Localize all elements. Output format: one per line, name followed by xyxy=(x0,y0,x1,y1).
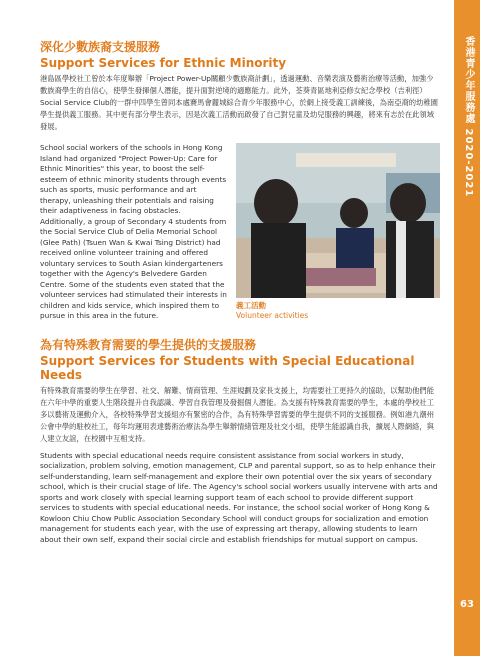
photo-caption-en: Volunteer activities xyxy=(236,311,309,320)
sidebar-band xyxy=(454,0,480,656)
page-number: 63 xyxy=(460,599,474,610)
section1-title-zh: 深化少數族裔支援服務 xyxy=(40,40,161,54)
section1-title-en: Support Services for Ethnic Minority xyxy=(40,56,287,70)
photo-caption-zh: 義工活動 xyxy=(236,301,266,310)
section1-body-zh: 港島區學校社工曾於本年度舉辦「Project Power-Up關顧少數族裔計劃」，透過運動、音樂表演及藝術治療等活動，加強少數族裔學生的自信心，使學生發揮個人潛能，提升面對逆境的適應能力。此外，荃葵青區地利亞修女紀念學校（吉利徑）Social Service Club的一群中四學生曾同本處賽馬會麗城綜合青少年服務中心，於網上接受義工訓練後，為南亞裔的幼稚園學生提供義工服務。其中更有部分學生表示，因是次義工活動而啟發了自己對兒童及幼兒服務的興趣，將來有志於在此領域發展。 xyxy=(40,74,438,131)
volunteer-photo xyxy=(236,143,440,298)
page-number-box xyxy=(454,594,480,616)
sidebar-label: 香港青少年服務處 2020-2021 xyxy=(463,36,474,198)
section1-text-column xyxy=(40,143,228,322)
section2 xyxy=(40,336,440,546)
section1-row xyxy=(40,143,440,322)
section2-body-zh: 有特殊教育需要的學生在學習、社交、解難、情商管理、生涯規劃及家長支援上，均需要社工更持久的協助，以幫助他們能在六年中學的重要人生階段提升自我認識、學習自我管理及發掘個人潛能。為支援有特殊教育需要的學生，本處的學校社工多以藝術及運動介入，各校特殊學習支援組亦有緊密的合作，為有特殊學習需要的學生提供不同的支援服務。例如港九潮州公會中學的駐校社工，每年均運用表達藝術治療法為學生舉辦情緒管理及社交小組，使學生能認識自我，擴展人際網絡，與人建立友誼，在校園中互相支持。 xyxy=(40,385,435,443)
volunteer-photo-illustration xyxy=(236,143,440,298)
section2-title-en: Support Services for Students with Special Educational Needs xyxy=(40,353,415,382)
page-content xyxy=(40,38,440,545)
section2-title-zh: 為有特殊教育需要的學生提供的支援服務 xyxy=(40,337,257,352)
section2-body-en: Students with special educational needs require consistent assistance from social workers in study, socialization, problem solving, emotion management, CLP and parental support, so as to help enhance their self-understanding, learn self-management and explore their own potential over the six years of secondary school, which is their crucial stage of life. The Agency's school social workers usually intervene with arts and sports and work closely with special learning support team of each school to provide different support services to students with special educational needs. For instance, the school social worker of Hong Kong & Kowloon Chiu Chow Public Association Secondary School will conduct groups for socialization and emotion management for students each year, with the use of expressing art therapy, allowing students to learn about their own self, expand their social circle and establish friendships for mutual support on campus. xyxy=(40,450,438,544)
section1-body-en: School social workers of the schools in Hong Kong Island had organized "Project Power-Up: Care for Ethnic Minorities" this year, to boost the self-esteem of ethnic minority students through events such as sports, music performance and art therapy, unleashing their potentials and raising their adaptiveness in facing obstacles. Additionally, a group of Secondary 4 students from the Social Service Club of Delia Memorial School (Glee Path) (Tsuen Wan & Kwai Tsing District) had received online volunteer training and offered voluntary services to South Asian kindergarteners together with the Agency's Belvedere Garden Centre. Some of the students even stated that the volunteer services had stimulated their interests in children and kids service, which inspired them to pursue in this area in the future. xyxy=(40,143,227,320)
photo-column xyxy=(236,143,440,322)
